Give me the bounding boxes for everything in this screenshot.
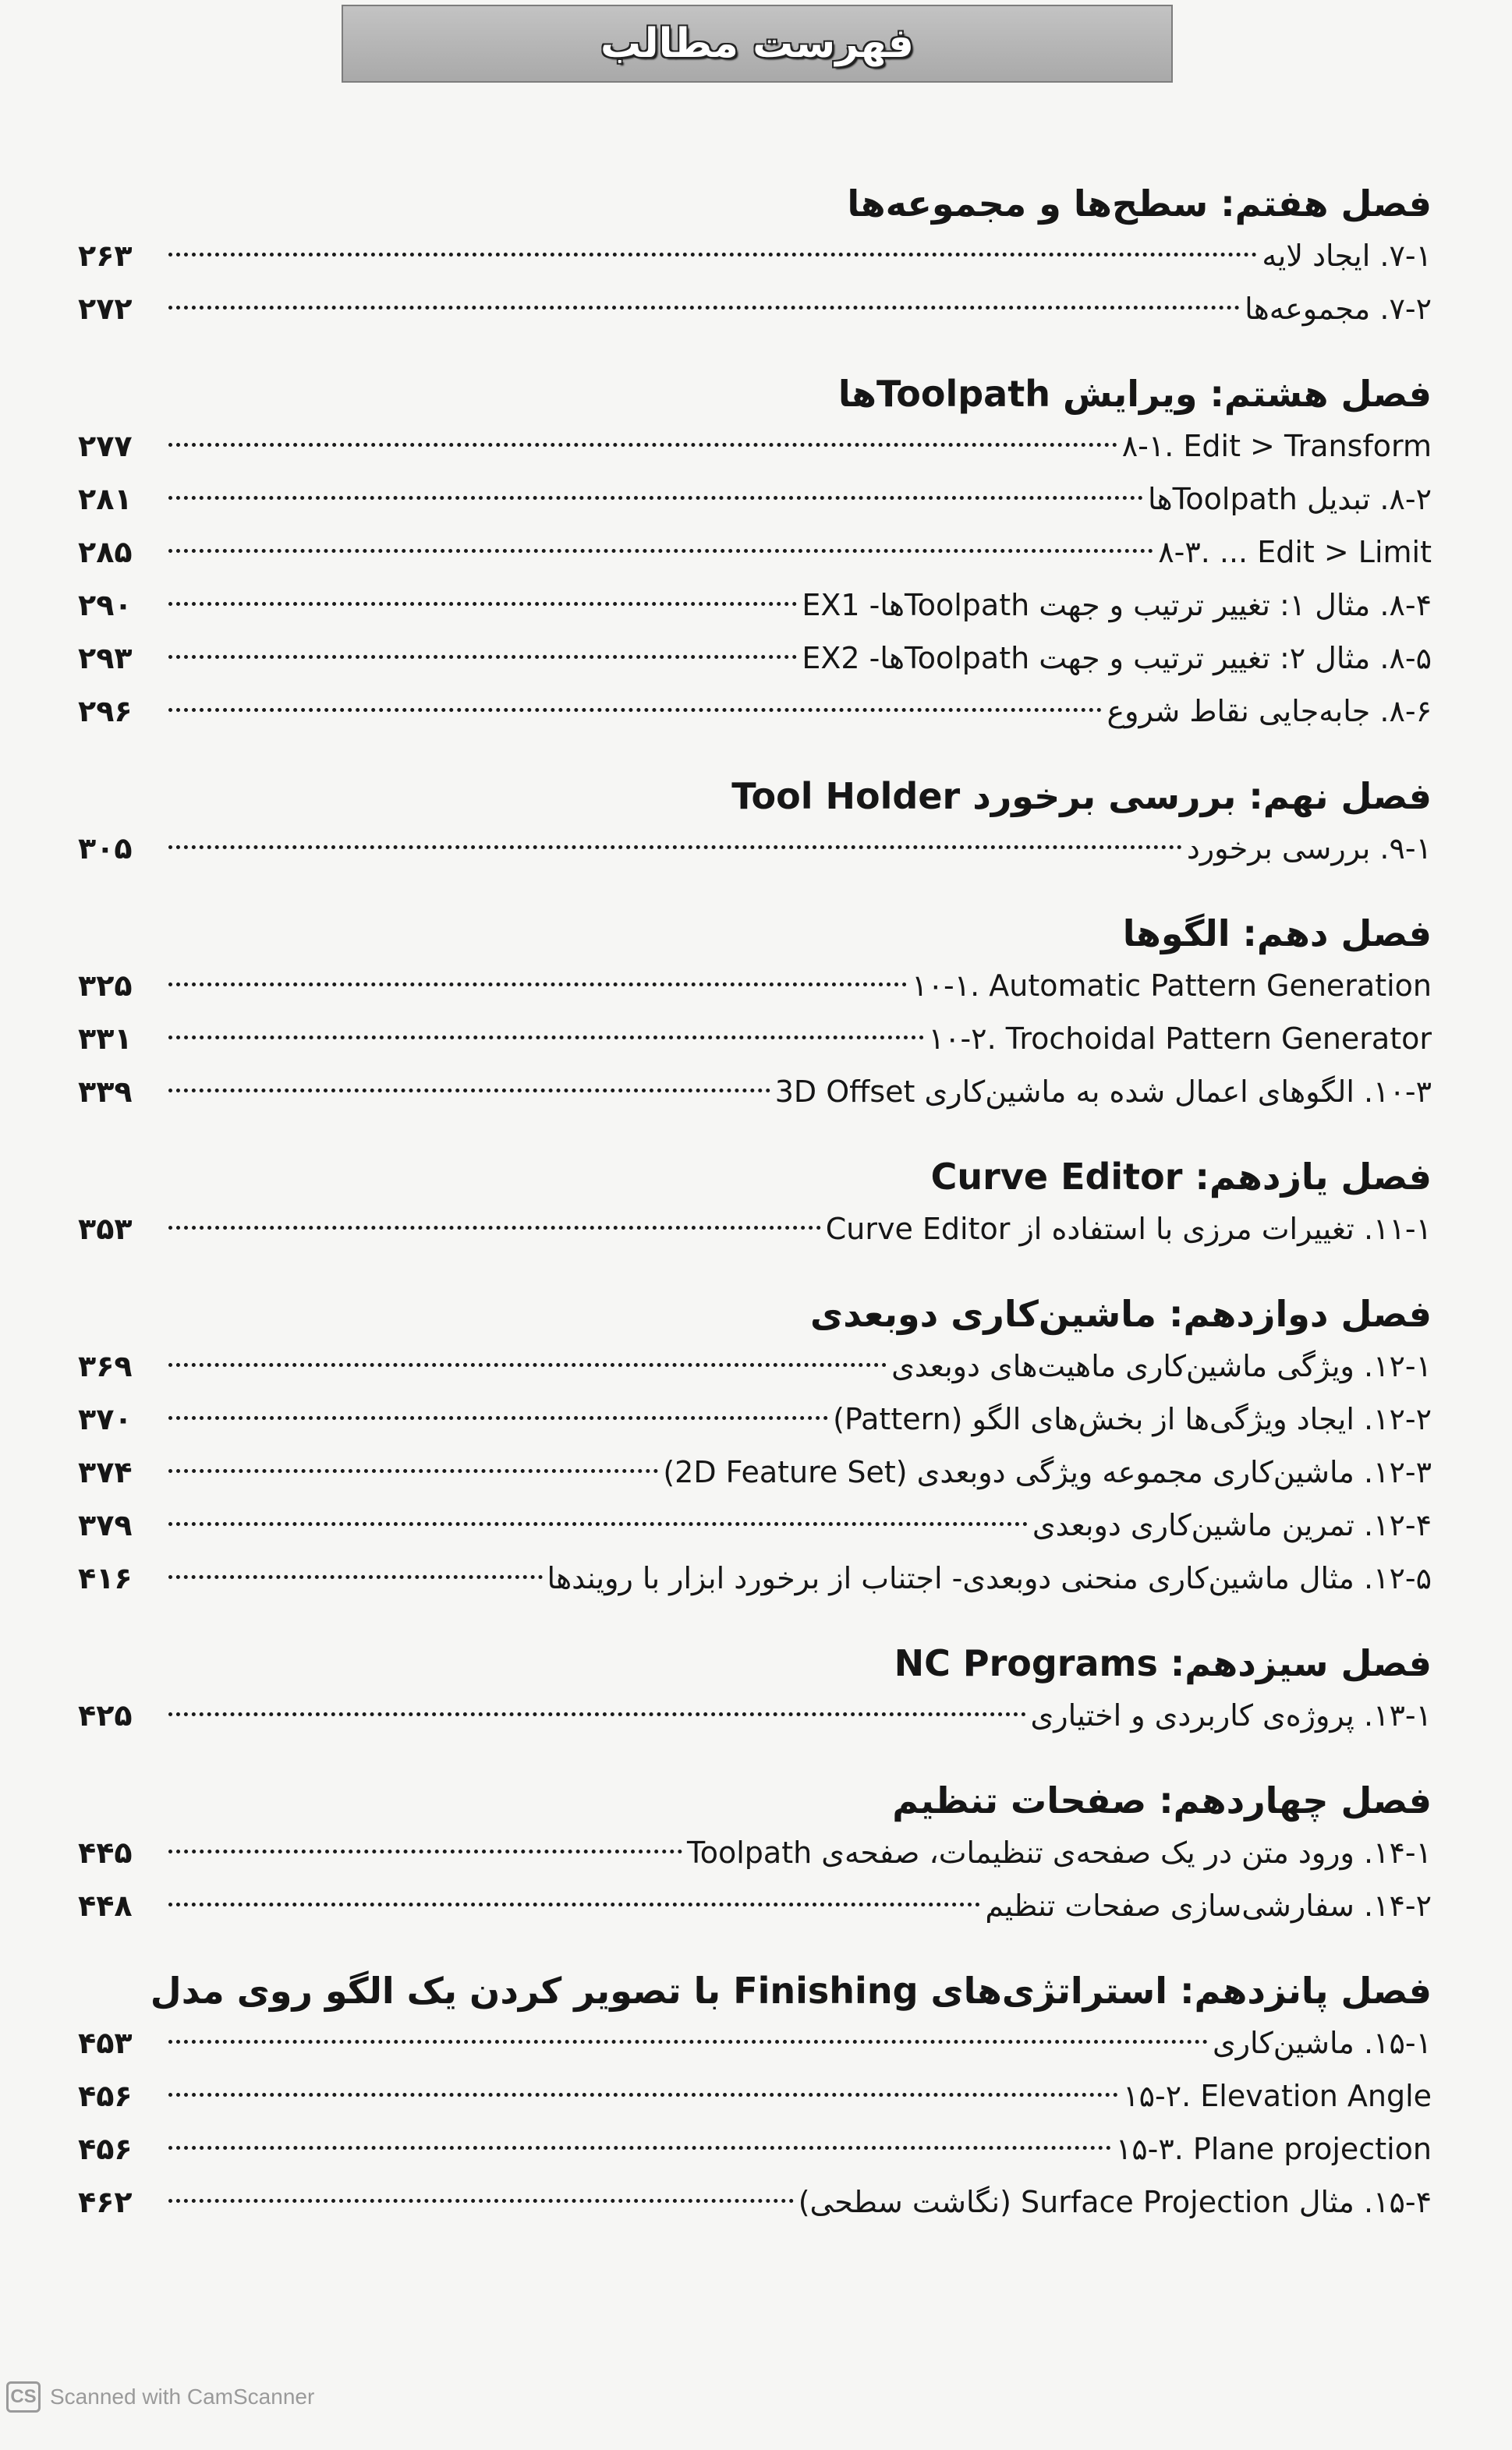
chapter-title: فصل یازدهم: Curve Editor [930, 1156, 1432, 1198]
dot-leader [168, 845, 1182, 849]
entry-title: ۱۵-۴. مثال Surface Projection (نگاشت سطحی) [798, 2185, 1432, 2219]
entry-page-number: ۳۳۱ [78, 1021, 133, 1056]
toc-entry [78, 2069, 1432, 2123]
entry-page-number: ۴۵۶ [78, 2079, 133, 2113]
chapter-title: فصل دهم: الگوها [1122, 912, 1432, 954]
dot-leader [168, 2093, 1118, 2097]
chapter-title: فصل سیزدهم: NC Programs [894, 1642, 1432, 1684]
entry-page-number: ۲۹۳ [78, 641, 133, 675]
toc-entry [78, 2016, 1432, 2069]
entry-page-number: ۳۲۵ [78, 968, 133, 1003]
entry-title: ۸-۲. تبدیل Toolpathها [1148, 482, 1432, 516]
entry-page-number: ۲۹۶ [78, 694, 133, 728]
entry-title: ۱۴-۱. ورود متن در یک صفحه‌ی تنظیمات، صفحه‌ی Toolpath [687, 1836, 1432, 1870]
entry-page-number: ۲۹۰ [78, 588, 133, 622]
entry-page-number: ۲۸۱ [78, 482, 133, 516]
entry-page-number: ۲۶۳ [78, 239, 133, 273]
watermark-text: Scanned with CamScanner [50, 2385, 315, 2409]
entry-title: ۱۲-۲. ایجاد ویژگی‌ها از بخش‌های الگو (Pattern) [833, 1402, 1432, 1436]
entry-page-number: ۳۶۹ [78, 1349, 133, 1383]
toc-entry [78, 2123, 1432, 2176]
scanner-watermark [6, 2381, 314, 2413]
entry-title: ۱۴-۲. سفارشی‌سازی صفحات تنظیم [985, 1889, 1432, 1923]
table-of-contents [78, 178, 1432, 2261]
entry-title: ۱۲-۳. ماشین‌کاری مجموعه ویژگی دوبعدی (2D Feature Set) [663, 1455, 1432, 1489]
dot-leader [168, 1089, 770, 1092]
toc-entry [78, 1826, 1432, 1879]
entry-page-number: ۴۵۶ [78, 2132, 133, 2166]
toc-entry [78, 1393, 1432, 1446]
chapter-section [78, 368, 1432, 738]
chapter-section [78, 1775, 1432, 1932]
entry-title: ۸-۶. جابه‌جایی نقاط شروع [1107, 694, 1432, 728]
dot-leader [168, 443, 1117, 447]
dot-leader [168, 549, 1153, 553]
toc-entry [78, 1879, 1432, 1932]
page-title: فهرست مطالب [600, 20, 914, 67]
entry-page-number: ۳۷۰ [78, 1402, 133, 1436]
entry-page-number: ۲۸۵ [78, 535, 133, 569]
toc-entry [78, 1446, 1432, 1499]
dot-leader [168, 306, 1240, 310]
dot-leader [168, 1363, 887, 1367]
entry-page-number: ۳۷۹ [78, 1508, 133, 1542]
chapter-section [78, 770, 1432, 875]
entry-title: ۱۵-۳. Plane projection [1115, 2132, 1432, 2166]
dot-leader [168, 2199, 794, 2203]
dot-leader [168, 982, 907, 986]
entry-title: ۸-۳. ... Edit > Limit [1158, 535, 1432, 569]
entry-title: ۱۵-۱. ماشین‌کاری [1212, 2026, 1432, 2060]
toc-entry [78, 2176, 1432, 2229]
chapter-section [78, 1965, 1432, 2229]
entry-page-number: ۲۷۲ [78, 292, 133, 326]
entry-page-number: ۲۷۷ [78, 429, 133, 463]
entry-title: ۹-۱. بررسی برخورد [1186, 831, 1432, 866]
entry-page-number: ۴۴۸ [78, 1889, 133, 1923]
toc-entry [78, 526, 1432, 579]
dot-leader [168, 602, 797, 606]
chapter-section [78, 1151, 1432, 1255]
dot-leader [168, 655, 797, 659]
chapter-section [78, 1288, 1432, 1605]
chapter-section [78, 178, 1432, 335]
entry-title: ۷-۱. ایجاد لایه [1262, 239, 1432, 273]
dot-leader [168, 1469, 658, 1473]
entry-title: ۸-۵. مثال ۲: تغییر ترتیب و جهت Toolpathها- EX2 [802, 641, 1432, 675]
entry-title: ۱۳-۱. پروژه‌ی کاربردی و اختیاری [1030, 1698, 1432, 1733]
dot-leader [168, 1226, 821, 1230]
entry-title: ۱۰-۳. الگوهای اعمال شده به ماشین‌کاری 3D Offset [774, 1075, 1432, 1109]
entry-page-number: ۴۲۵ [78, 1698, 133, 1733]
entry-page-number: ۳۵۳ [78, 1212, 133, 1246]
entry-title: ۸-۱. Edit > Transform [1121, 429, 1432, 463]
camscanner-logo-icon: CS [6, 2381, 41, 2413]
entry-title: ۷-۲. مجموعه‌ها [1245, 292, 1432, 326]
chapter-title: فصل هشتم: ویرایش Toolpathها [837, 373, 1432, 415]
dot-leader [168, 1903, 980, 1907]
entry-page-number: ۳۰۵ [78, 831, 133, 866]
dot-leader [168, 1036, 924, 1039]
chapter-title: فصل نهم: بررسی برخورد Tool Holder [731, 775, 1432, 817]
dot-leader [168, 2146, 1111, 2150]
toc-header-box [342, 5, 1173, 83]
chapter-title: فصل چهاردهم: صفحات تنظیم [892, 1779, 1432, 1822]
entry-page-number: ۴۶۲ [78, 2185, 133, 2219]
toc-entry [78, 229, 1432, 282]
entry-page-number: ۴۱۶ [78, 1561, 133, 1595]
toc-entry [78, 579, 1432, 632]
toc-entry [78, 1689, 1432, 1742]
dot-leader [168, 1416, 828, 1420]
entry-title: ۱۲-۵. مثال ماشین‌کاری منحنی دوبعدی- اجتناب از برخورد ابزار با رویندها [547, 1561, 1432, 1595]
toc-entry [78, 1340, 1432, 1393]
entry-page-number: ۴۴۵ [78, 1836, 133, 1870]
toc-entry [78, 473, 1432, 526]
entry-title: ۱۲-۱. ویژگی ماشین‌کاری ماهیت‌های دوبعدی [891, 1349, 1432, 1383]
dot-leader [168, 708, 1102, 712]
entry-title: ۱۰-۱. Automatic Pattern Generation [912, 968, 1432, 1003]
toc-entry [78, 1202, 1432, 1255]
entry-title: ۱۲-۴. تمرین ماشین‌کاری دوبعدی [1032, 1508, 1432, 1542]
toc-entry [78, 420, 1432, 473]
dot-leader [168, 1712, 1026, 1716]
toc-entry [78, 959, 1432, 1012]
entry-title: ۸-۴. مثال ۱: تغییر ترتیب و جهت Toolpathها- EX1 [802, 588, 1432, 622]
dot-leader [168, 253, 1257, 257]
dot-leader [168, 1575, 543, 1579]
entry-page-number: ۳۳۹ [78, 1075, 133, 1109]
chapter-title: فصل پانزدهم: استراتژی‌های Finishing با تصویر کردن یک الگو روی مدل [150, 1970, 1432, 2012]
toc-entry [78, 685, 1432, 738]
toc-entry [78, 822, 1432, 875]
entry-title: ۱۰-۲. Trochoidal Pattern Generator [928, 1021, 1432, 1056]
toc-entry [78, 1552, 1432, 1605]
chapter-section [78, 1637, 1432, 1742]
entry-title: ۱۵-۲. Elevation Angle [1123, 2079, 1432, 2113]
chapter-title: فصل دوازدهم: ماشین‌کاری دوبعدی [810, 1293, 1432, 1335]
chapter-title: فصل هفتم: سطح‌ها و مجموعه‌ها [847, 182, 1432, 225]
toc-entry [78, 1499, 1432, 1552]
dot-leader [168, 1850, 682, 1853]
chapter-section [78, 908, 1432, 1118]
toc-entry [78, 1065, 1432, 1118]
toc-entry [78, 282, 1432, 335]
toc-entry [78, 1012, 1432, 1065]
entry-page-number: ۳۷۴ [78, 1455, 133, 1489]
dot-leader [168, 1522, 1028, 1526]
entry-title: ۱۱-۱. تغییرات مرزی با استفاده از Curve Editor [825, 1212, 1432, 1246]
entry-page-number: ۴۵۳ [78, 2026, 133, 2060]
toc-entry [78, 632, 1432, 685]
dot-leader [168, 2040, 1208, 2044]
dot-leader [168, 496, 1143, 500]
